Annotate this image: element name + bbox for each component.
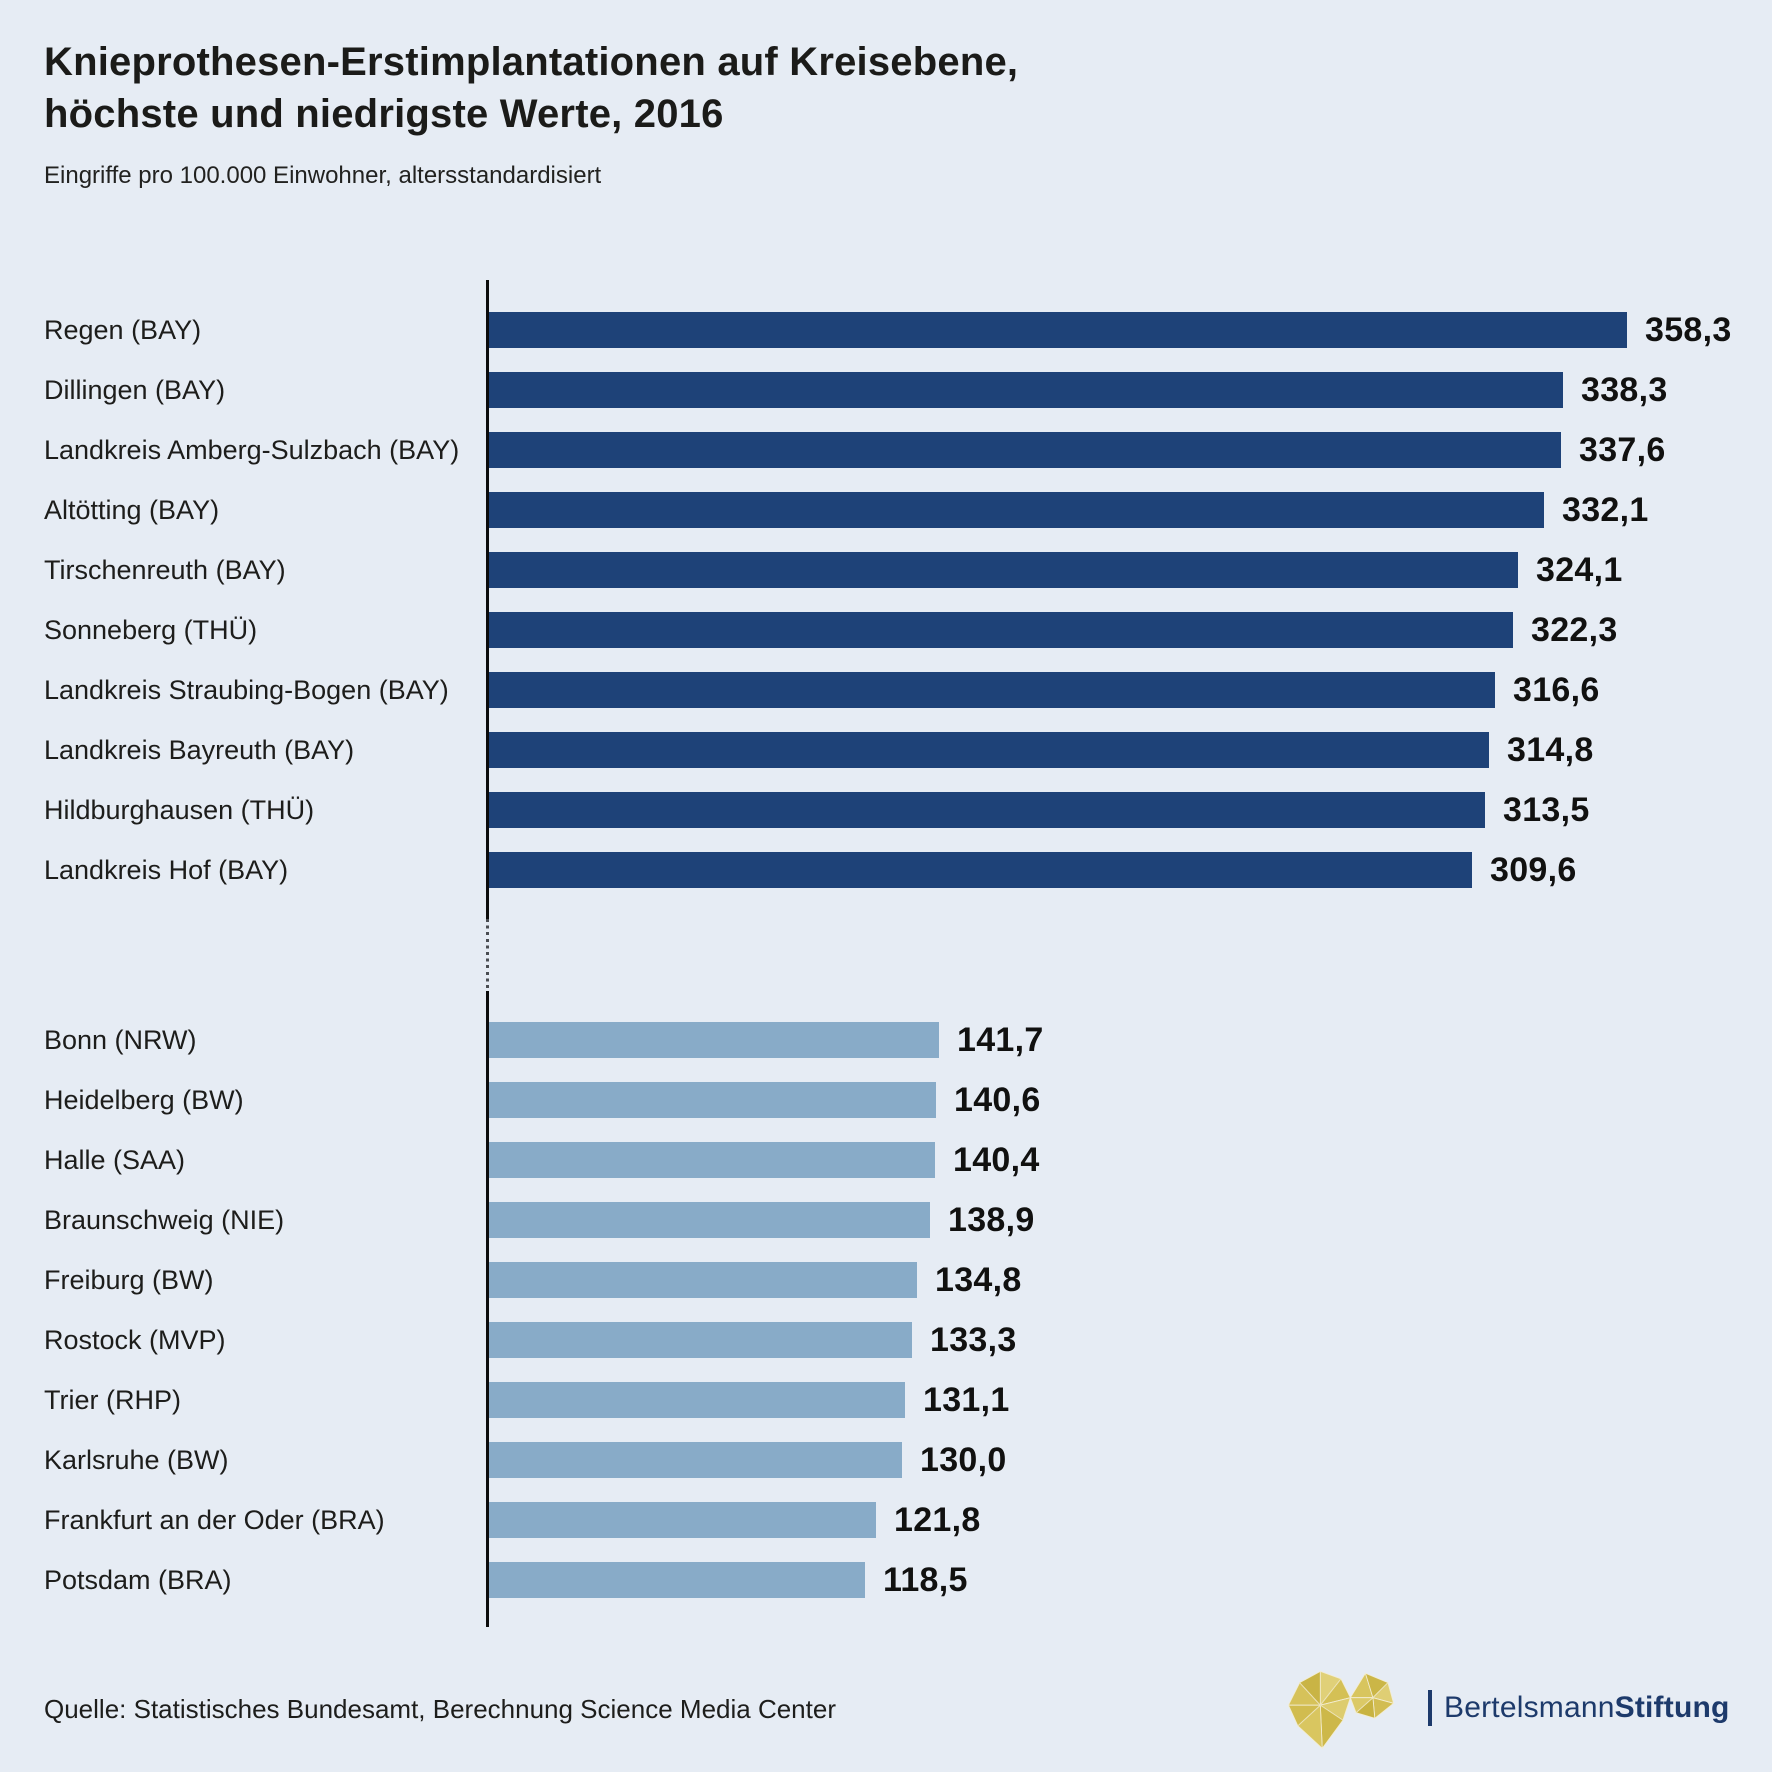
bar — [489, 372, 1563, 408]
chart-row — [44, 432, 1666, 468]
chart-row — [44, 672, 1600, 708]
row-value: 131,1 — [923, 1380, 1010, 1419]
row-label: Halle (SAA) — [44, 1144, 186, 1175]
chart-row — [44, 1442, 1007, 1478]
chart-title — [44, 36, 1018, 140]
row-label: Freiburg (BW) — [44, 1264, 214, 1295]
axis-break-dotted — [486, 919, 489, 991]
row-label: Hildburghausen (THÜ) — [44, 794, 315, 825]
row-value: 316,6 — [1513, 670, 1600, 709]
chart-row — [44, 312, 1732, 348]
bar — [489, 1142, 935, 1178]
smc-crystal-icon — [1284, 1662, 1398, 1754]
bar — [489, 1322, 912, 1358]
row-label: Altötting (BAY) — [44, 494, 220, 525]
brand-name: Bertelsmann — [1444, 1691, 1615, 1724]
chart-row — [44, 852, 1577, 888]
chart-title-line2: höchste und niedrigste Werte, 2016 — [44, 92, 724, 136]
row-label: Heidelberg (BW) — [44, 1084, 244, 1115]
row-label: Rostock (MVP) — [44, 1324, 226, 1355]
bar — [489, 1202, 930, 1238]
row-value: 338,3 — [1581, 370, 1668, 409]
publisher-logo — [1284, 1660, 1730, 1756]
bar — [489, 552, 1518, 588]
bar — [489, 492, 1544, 528]
bar — [489, 1442, 902, 1478]
row-value: 134,8 — [935, 1260, 1022, 1299]
bar — [489, 1262, 917, 1298]
row-label: Landkreis Amberg-Sulzbach (BAY) — [44, 434, 460, 465]
row-value: 130,0 — [920, 1440, 1007, 1479]
chart-row — [44, 1502, 981, 1538]
row-label: Landkreis Hof (BAY) — [44, 854, 289, 885]
row-value: 140,4 — [953, 1140, 1040, 1179]
row-label: Landkreis Straubing-Bogen (BAY) — [44, 674, 449, 705]
logo-separator-bar — [1428, 1690, 1432, 1726]
chart-row — [44, 792, 1590, 828]
row-value: 141,7 — [957, 1020, 1044, 1059]
row-value: 133,3 — [930, 1320, 1017, 1359]
row-value: 121,8 — [894, 1500, 981, 1539]
row-value: 322,3 — [1531, 610, 1618, 649]
bar — [489, 612, 1513, 648]
row-label: Karlsruhe (BW) — [44, 1444, 229, 1475]
source-note: Quelle: Statistisches Bundesamt, Berechnung Science Media Center — [44, 1694, 836, 1724]
row-value: 118,5 — [883, 1560, 968, 1599]
row-value: 337,6 — [1579, 430, 1666, 469]
row-label: Landkreis Bayreuth (BAY) — [44, 734, 355, 765]
row-label: Potsdam (BRA) — [44, 1564, 232, 1595]
chart-row — [44, 1382, 1010, 1418]
row-value: 140,6 — [954, 1080, 1041, 1119]
bar — [489, 1562, 865, 1598]
row-label: Regen (BAY) — [44, 314, 202, 345]
chart-row — [44, 492, 1649, 528]
chart-header — [44, 36, 1018, 190]
chart-row — [44, 1022, 1044, 1058]
row-label: Tirschenreuth (BAY) — [44, 554, 286, 585]
brand-wordmark — [1444, 1691, 1730, 1725]
bar — [489, 1082, 936, 1118]
chart-row — [44, 552, 1623, 588]
chart-row — [44, 1082, 1041, 1118]
row-label: Sonneberg (THÜ) — [44, 614, 258, 645]
chart-row — [44, 1562, 968, 1598]
row-label: Trier (RHP) — [44, 1384, 181, 1415]
chart-row — [44, 372, 1668, 408]
chart-subtitle: Eingriffe pro 100.000 Einwohner, altersstandardisiert — [44, 162, 602, 189]
row-value: 314,8 — [1507, 730, 1594, 769]
bar — [489, 732, 1489, 768]
row-value: 313,5 — [1503, 790, 1590, 829]
chart-row — [44, 1262, 1022, 1298]
chart-title-line1: Knieprothesen-Erstimplantationen auf Kreisebene, — [44, 40, 1019, 84]
row-value: 138,9 — [948, 1200, 1035, 1239]
row-value: 358,3 — [1645, 310, 1732, 349]
bar — [489, 672, 1495, 708]
bar — [489, 852, 1472, 888]
bar — [489, 312, 1627, 348]
row-label: Dillingen (BAY) — [44, 374, 226, 405]
chart-row — [44, 1322, 1017, 1358]
chart-row — [44, 1202, 1035, 1238]
row-value: 324,1 — [1536, 550, 1623, 589]
chart-row — [44, 732, 1594, 768]
chart-row — [44, 1142, 1040, 1178]
bar — [489, 432, 1561, 468]
chart-row — [44, 612, 1618, 648]
row-label: Braunschweig (NIE) — [44, 1204, 285, 1235]
row-label: Frankfurt an der Oder (BRA) — [44, 1504, 385, 1535]
bar — [489, 1502, 876, 1538]
row-label: Bonn (NRW) — [44, 1024, 197, 1055]
bar — [489, 1382, 905, 1418]
row-value: 309,6 — [1490, 850, 1577, 889]
bar — [489, 792, 1485, 828]
brand-suffix: Stiftung — [1614, 1691, 1730, 1724]
bar — [489, 1022, 939, 1058]
row-value: 332,1 — [1562, 490, 1649, 529]
